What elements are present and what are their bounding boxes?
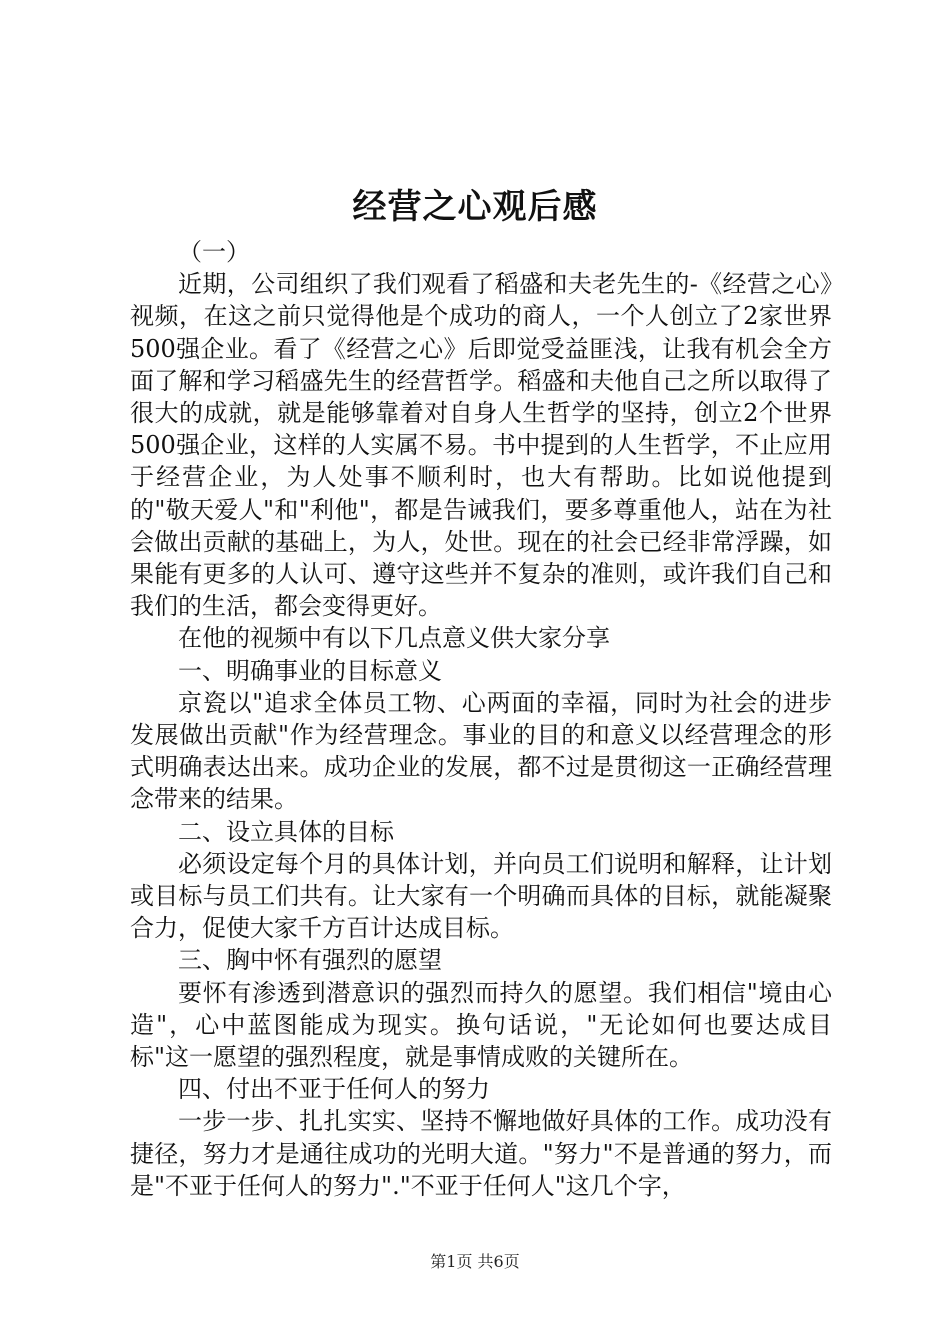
document-body xyxy=(130,236,832,1202)
heading-point-3: 三、胸中怀有强烈的愿望 xyxy=(178,946,442,975)
paragraph-point-2: 必须设定每个月的具体计划，并向员工们说明和解释，让计划或目标与员工们共有。让大家有一个明确而具体的目标，就能凝聚合力，促使大家千方百计达成目标。 xyxy=(130,849,832,943)
heading-point-2: 二、设立具体的目标 xyxy=(178,817,394,846)
heading-point-1: 一、明确事业的目标意义 xyxy=(178,656,442,685)
paragraph-point-4: 一步一步、扎扎实实、坚持不懈地做好具体的工作。成功没有捷径，努力才是通往成功的光明大道。"努力"不是普通的努力，而是"不亚于任何人的努力"."不亚于任何人"这几个字， xyxy=(130,1107,832,1200)
heading-point-4: 四、付出不亚于任何人的努力 xyxy=(178,1075,490,1104)
section-number: （一） xyxy=(178,238,250,266)
paragraph-point-1: 京瓷以"追求全体员工物、心两面的幸福，同时为社会的进步发展做出贡献"作为经营理念。事业的目的和意义以经营理念的形式明确表达出来。成功企业的发展，都不过是贯彻这一正确经营理念带来的结果。 xyxy=(130,688,832,814)
page-footer: 第1页 共6页 xyxy=(430,1252,520,1271)
document-title: 经营之心观后感 xyxy=(352,187,598,227)
paragraph-share-lead: 在他的视频中有以下几点意义供大家分享 xyxy=(178,624,610,653)
paragraph-intro: 近期，公司组织了我们观看了稻盛和夫老先生的-《经营之心》视频，在这之前只觉得他是个成功的商人，一个人创立了2家世界500强企业。看了《经营之心》后即觉受益匪浅，让我有机会全方面了解和学习稻盛先生的经营哲学。稻盛和夫他自己之所以取得了很大的成就，就是能够靠着对自身人生哲学的坚持，创立2个世界500强企业，这样的人实属不易。书中提到的人生哲学，不止应用于经营企业，为人处事不顺利时，也大有帮助。比如说他提到的"敬天爱人"和"利他"，都是告诫我们，要多尊重他人，站在为社会做出贡献的基础上，为人，处世。现在的社会已经非常浮躁，如果能有更多的人认可、遵守这些并不复杂的准则，或许我们自己和我们的生活，都会变得更好。 xyxy=(130,270,832,621)
paragraph-point-3: 要怀有渗透到潜意识的强烈而持久的愿望。我们相信"境由心造"，心中蓝图能成为现实。换句话说，"无论如何也要达成目标"这一愿望的强烈程度，就是事情成败的关键所在。 xyxy=(130,978,832,1072)
